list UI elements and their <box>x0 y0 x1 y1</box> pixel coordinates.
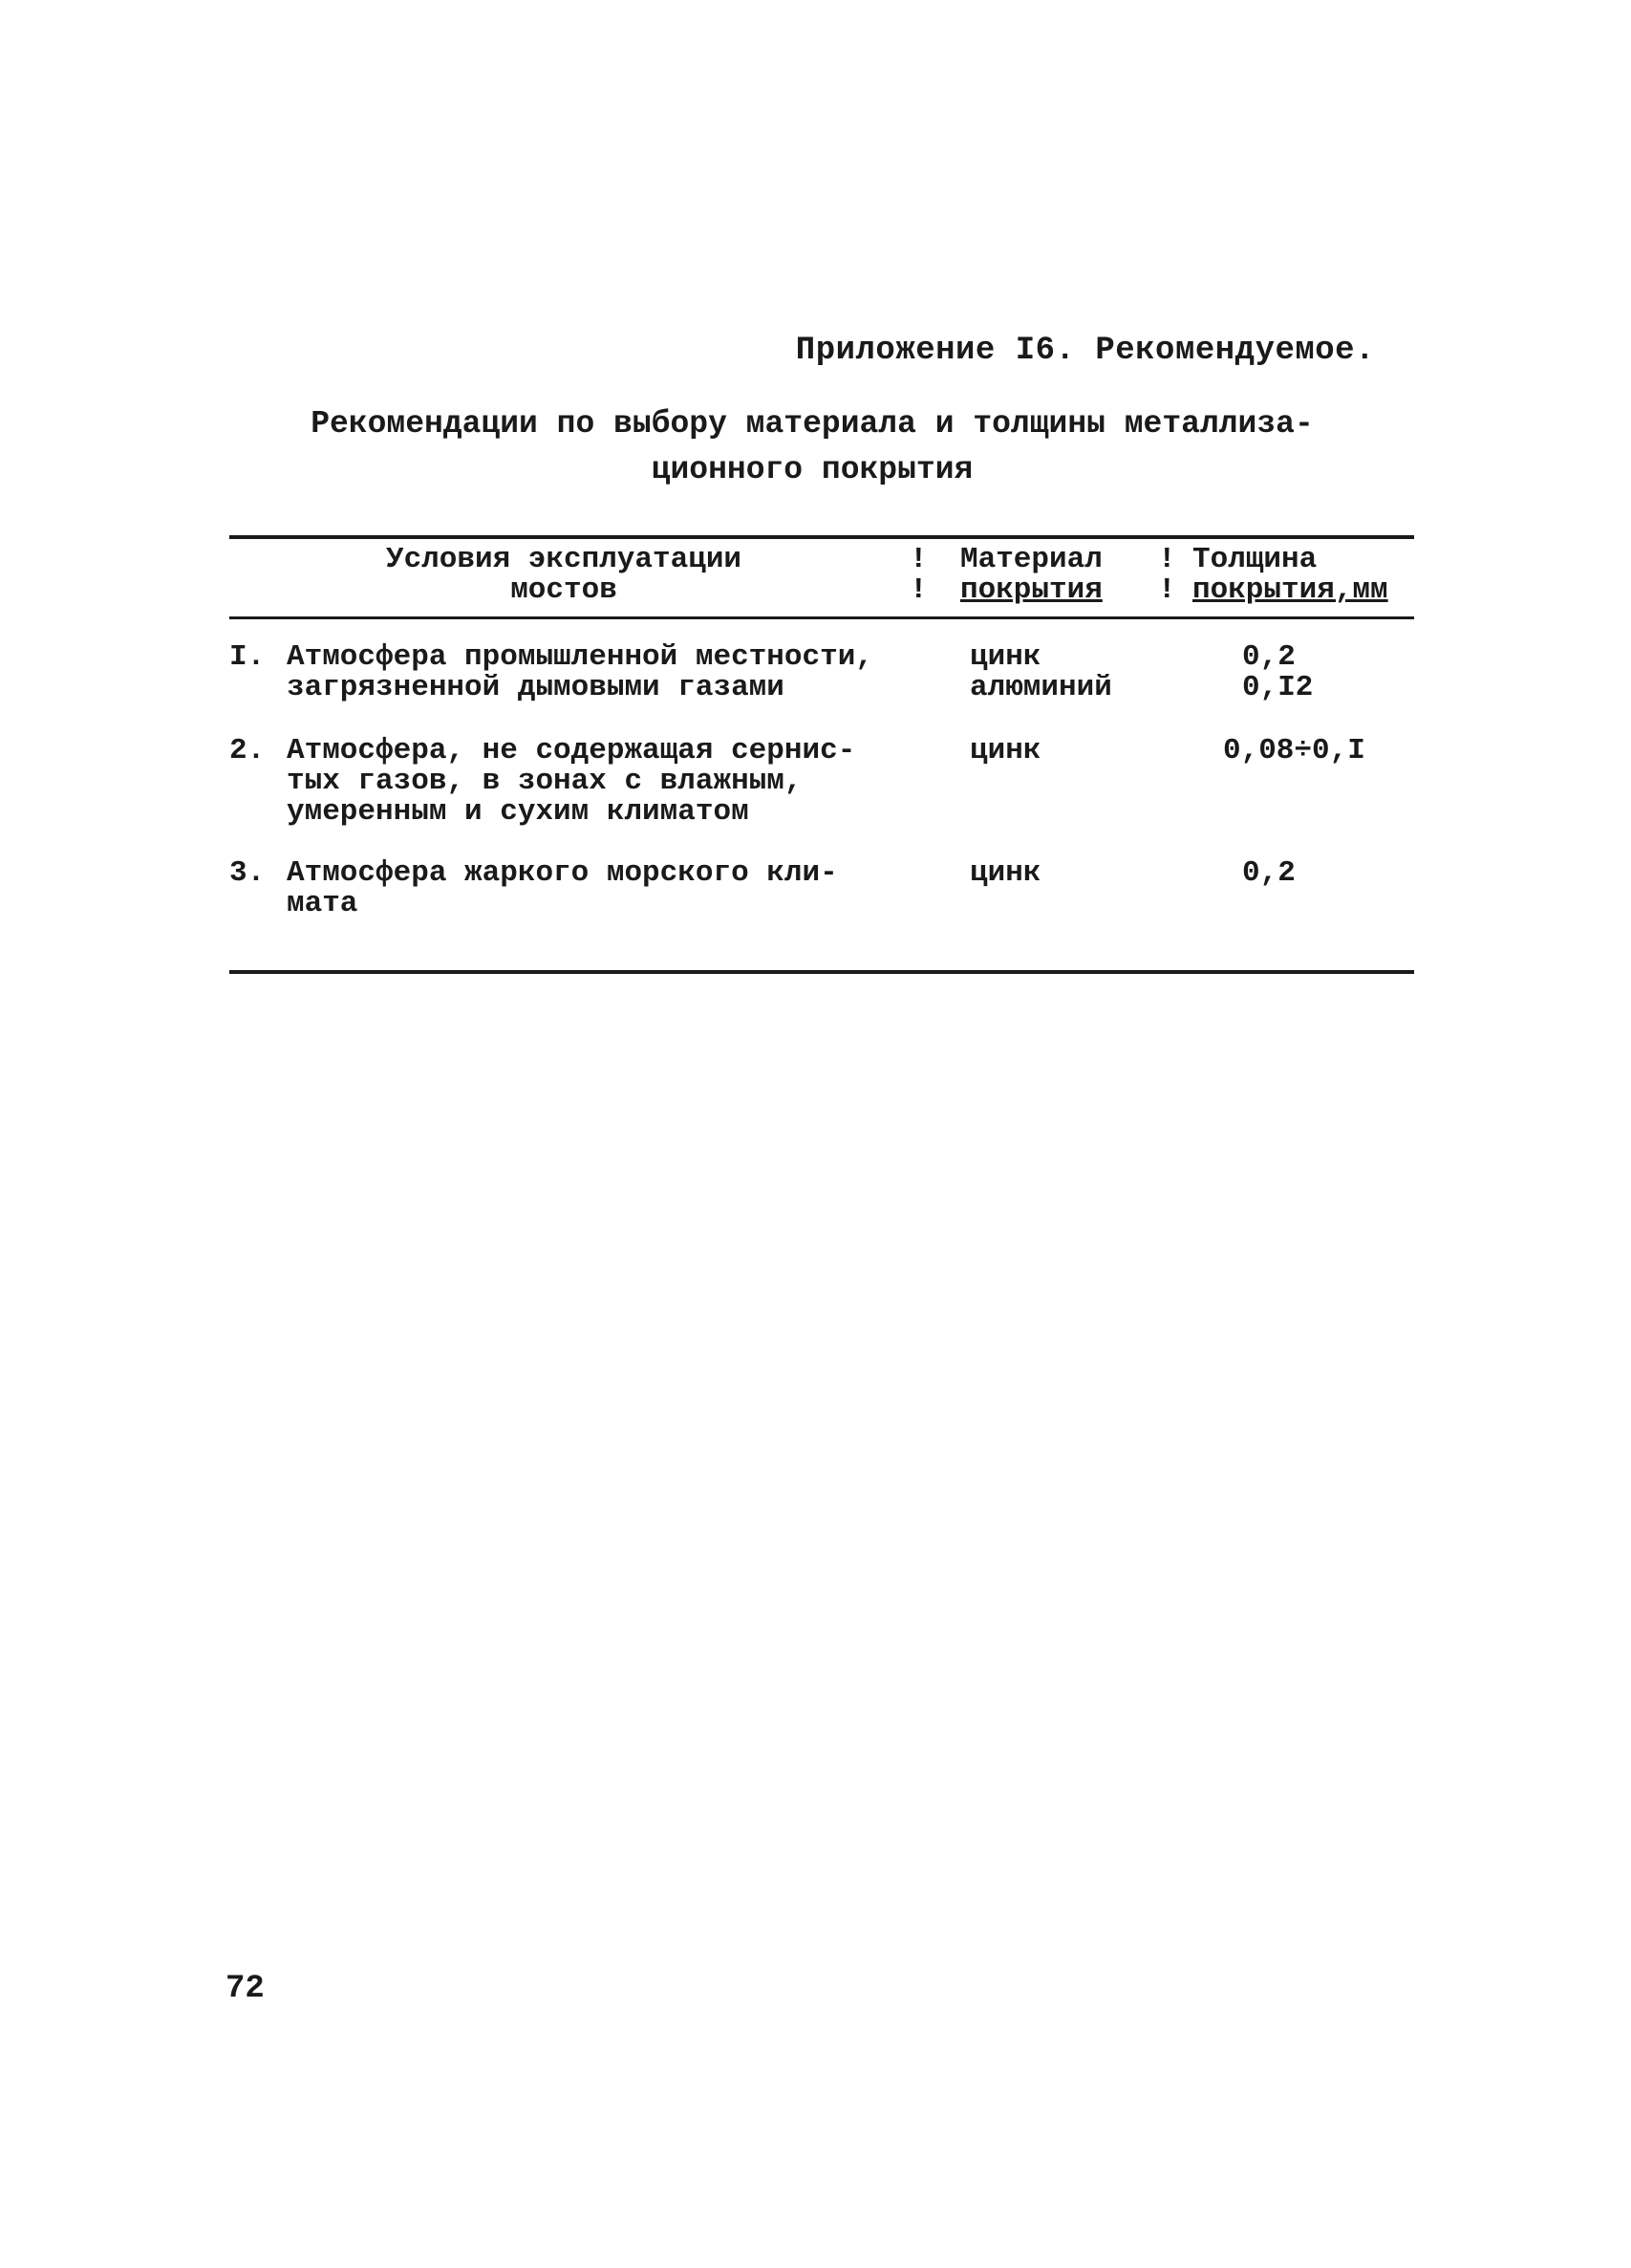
header-separator: ! ! <box>910 543 928 607</box>
table-header-rule <box>229 616 1414 619</box>
row-thickness: 0,2 0,I2 <box>1242 640 1314 704</box>
title-line-1: Рекомендации по выбору материала и толщины металлиза- <box>311 406 1314 442</box>
row-conditions: Атмосфера промышленной местности, загрязненной дымовыми газами <box>287 640 873 704</box>
page-number: 72 <box>225 1971 265 2007</box>
row-number: 3. <box>229 856 266 890</box>
row-thickness: 0,08÷0,I <box>1223 734 1365 767</box>
row-number: I. <box>229 640 266 674</box>
document-title <box>287 401 1338 493</box>
header-separator: ! ! <box>1158 543 1176 607</box>
table-top-rule <box>229 535 1414 539</box>
table-bottom-rule <box>229 970 1414 974</box>
appendix-label: Приложение I6. Рекомендуемое. <box>795 333 1375 369</box>
row-number: 2. <box>229 734 266 767</box>
row-material: цинк <box>970 734 1041 767</box>
row-thickness: 0,2 <box>1242 856 1296 890</box>
header-conditions: Условия эксплуатации мостов <box>385 543 742 607</box>
row-conditions: Атмосфера, не содержащая сернис- тых газов, в зонах с влажным, умеренным и сухим климатом <box>287 734 856 829</box>
header-thickness: Толщина покрытия,мм <box>1192 543 1388 607</box>
title-line-2: ционного покрытия <box>651 452 974 487</box>
row-material: цинк алюминий <box>970 640 1112 704</box>
row-material: цинк <box>970 856 1041 890</box>
row-conditions: Атмосфера жаркого морского кли- мата <box>287 856 838 920</box>
header-material: Материал покрытия <box>960 543 1103 607</box>
